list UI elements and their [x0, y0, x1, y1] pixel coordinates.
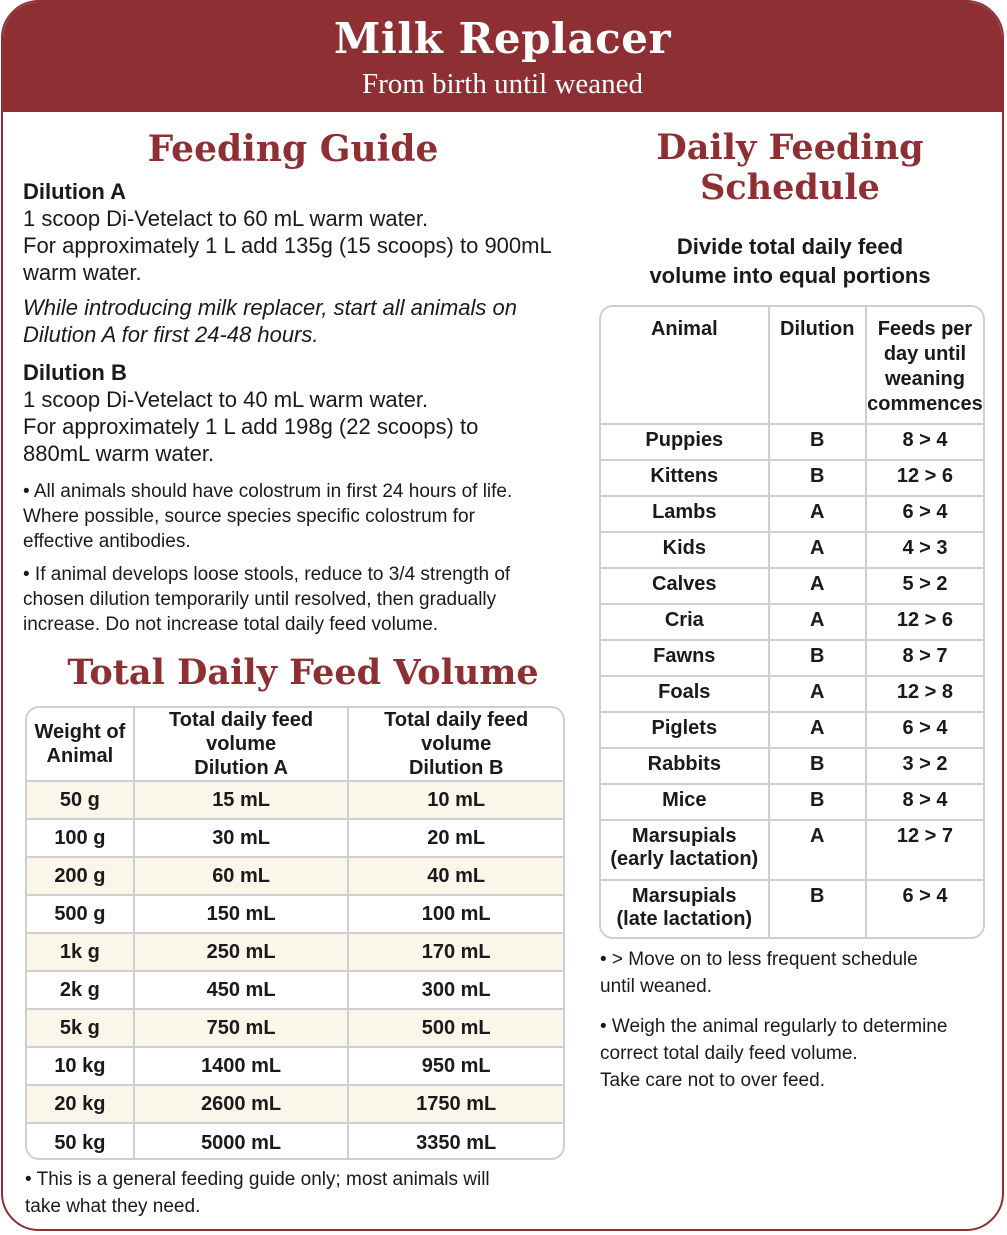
guide-bullets: [23, 479, 593, 637]
table-row: 20 kg 2600 mL 1750 mL: [27, 1086, 563, 1124]
table-row: 50 g 15 mL 10 mL: [27, 782, 563, 820]
bullet-line: • All animals should have colostrum in first 24 hours of life.: [23, 481, 513, 502]
note-line: • Weigh the animal regularly to determine: [600, 1016, 948, 1037]
table-row: Piglets A 6 > 4: [601, 713, 983, 749]
schedule-heading-line: Daily Feeding: [656, 127, 924, 168]
volume-header-row: [27, 708, 563, 782]
table-row: 50 kg 5000 mL 3350 mL: [27, 1124, 563, 1160]
table-row: Calves A 5 > 2: [601, 569, 983, 605]
footnote-line: • This is a general feeding guide only; most animals will: [25, 1169, 490, 1190]
table-row: Rabbits B 3 > 2: [601, 749, 983, 785]
column-header-dilution: Dilution: [770, 307, 867, 425]
bullet-line: effective antibodies.: [23, 531, 191, 552]
table-row: 2k g 450 mL 300 mL: [27, 972, 563, 1010]
dilution-a-line: For approximately 1 L add 135g (15 scoops) to 900mL: [23, 233, 552, 258]
intro-note: While introducing milk replacer, start all animals on: [23, 295, 517, 320]
table-row: Kittens B 12 > 6: [601, 461, 983, 497]
schedule-intro: [603, 232, 977, 290]
schedule-header-row: [601, 307, 983, 425]
table-row: 5k g 750 mL 500 mL: [27, 1010, 563, 1048]
intro-line: volume into equal portions: [649, 263, 931, 288]
bullet-line: chosen dilution temporarily until resolved, then gradually: [23, 589, 497, 610]
dilution-a-line: warm water.: [23, 260, 142, 285]
column-header-weight: Weight of Animal: [27, 708, 135, 782]
header-banner: [3, 2, 1002, 112]
dilution-b-line: 1 scoop Di-Vetelact to 40 mL warm water.: [23, 387, 429, 412]
bullet-line: increase. Do not increase total daily feed volume.: [23, 614, 439, 635]
table-row: 200 g 60 mL 40 mL: [27, 858, 563, 896]
intro-note: Dilution A for first 24-48 hours.: [23, 322, 319, 347]
intro-line: Divide total daily feed: [676, 234, 904, 259]
dilution-a-line: 1 scoop Di-Vetelact to 60 mL warm water.: [23, 206, 429, 231]
bullet-line: Where possible, source species specific colostrum for: [23, 506, 475, 527]
schedule-notes: [600, 946, 980, 1094]
dilution-a-block: [23, 178, 593, 467]
column-header-dilution-b: Total daily feed volume Dilution B: [349, 708, 563, 782]
note-line: until weaned.: [600, 976, 712, 997]
table-row: 1k g 250 mL 170 mL: [27, 934, 563, 972]
schedule-heading-line: Schedule: [700, 167, 880, 208]
bullet-line: • If animal develops loose stools, reduce to 3/4 strength of: [23, 564, 511, 585]
dilution-b-title: Dilution B: [23, 360, 127, 385]
volume-footnote: [25, 1166, 585, 1220]
table-row: Lambs A 6 > 4: [601, 497, 983, 533]
column-header-feeds: Feeds per day until weaning commences: [867, 307, 983, 425]
schedule-table: [599, 305, 985, 939]
table-row: 500 g 150 mL 100 mL: [27, 896, 563, 934]
note-line: • > Move on to less frequent schedule: [600, 949, 918, 970]
table-row: Foals A 12 > 8: [601, 677, 983, 713]
dilution-b-line: 880mL warm water.: [23, 441, 215, 466]
volume-table: [25, 706, 565, 1160]
table-row: 10 kg 1400 mL 950 mL: [27, 1048, 563, 1086]
table-row: 100 g 30 mL 20 mL: [27, 820, 563, 858]
table-row: Marsupials (late lactation) B 6 > 4: [601, 881, 983, 939]
note-line: correct total daily feed volume.: [600, 1043, 858, 1064]
note-line: Take care not to over feed.: [600, 1070, 825, 1091]
total-volume-heading: Total Daily Feed Volume: [67, 652, 539, 693]
table-row: Puppies B 8 > 4: [601, 425, 983, 461]
table-row: Kids A 4 > 3: [601, 533, 983, 569]
footnote-line: take what they need.: [25, 1196, 201, 1217]
dilution-b-line: For approximately 1 L add 198g (22 scoops) to: [23, 414, 479, 439]
table-row: Mice B 8 > 4: [601, 785, 983, 821]
page-title: Milk Replacer: [333, 14, 672, 63]
schedule-heading: [603, 128, 977, 208]
table-row: Marsupials (early lactation) A 12 > 7: [601, 821, 983, 881]
feeding-guide-heading: Feeding Guide: [147, 128, 439, 170]
column-header-animal: Animal: [601, 307, 770, 425]
dilution-a-title: Dilution A: [23, 179, 127, 204]
table-row: Fawns B 8 > 7: [601, 641, 983, 677]
milk-replacer-card: [1, 0, 1004, 1231]
table-row: Cria A 12 > 6: [601, 605, 983, 641]
column-header-dilution-a: Total daily feed volume Dilution A: [135, 708, 350, 782]
page-subtitle: From birth until weaned: [361, 68, 644, 100]
